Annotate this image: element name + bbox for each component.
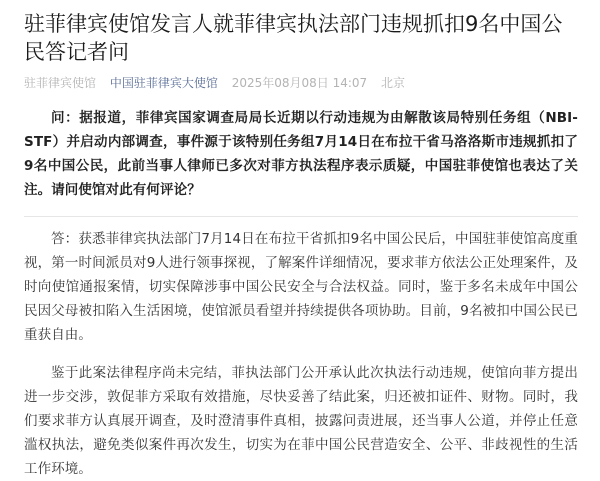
article-meta — [24, 74, 578, 92]
article-title: 驻菲律宾使馆发言人就菲律宾执法部门违规抓扣9名中国公民答记者问 — [24, 12, 563, 64]
publish-datetime: 2025年08月08日 14:07 — [231, 76, 368, 90]
question-paragraph: 问：据报道，菲律宾国家调查局局长近期以行动违规为由解散该局特别任务组（NBI-STF）并启动内部调查，事件源于该特别任务组7月14日在布拉干省马洛洛斯市违规抓扣了9名中国公民，此前当事人律师已多次对菲方执法程序表示质疑，中国驻菲使馆也表达了关注。请问使馆对此有何评论？ — [24, 110, 578, 198]
article-body — [24, 106, 578, 481]
divider — [24, 216, 578, 217]
account-name-link[interactable]: 中国驻菲律宾大使馆 — [109, 76, 218, 90]
answer-paragraph: 答：获悉菲律宾执法部门7月14日在布拉干省抓扣9名中国公民后，中国驻菲使馆高度重视，第一时间派员对9人进行领事探视，了解案件详细情况，要求菲方依法公正处理案件，及时向使馆通报案情，切实保障涉事中国公民安全与合法权益。同时，鉴于多名未成年中国公民因父母被扣陷入生活困境，使馆派员看望并持续提供各项协助。目前，9名被扣中国公民已重获自由。 — [24, 231, 578, 343]
article-author: 驻菲律宾使馆 — [24, 76, 97, 90]
publish-location: 北京 — [381, 76, 406, 90]
answer-paragraph: 鉴于此案法律程序尚未完结，菲执法部门公开承认此次执法行动违规，使馆向菲方提出进一步交涉，敦促菲方采取有效措施，尽快妥善了结此案，归还被扣证件、财物。同时，我们要求菲方认真展开调查，及时澄清事件真相，披露问责进展，还当事人公道，并停止任意滥权执法，避免类似案件再次发生，切实为在菲中国公民营造安全、公平、非歧视性的生活工作环境。 — [24, 365, 578, 477]
